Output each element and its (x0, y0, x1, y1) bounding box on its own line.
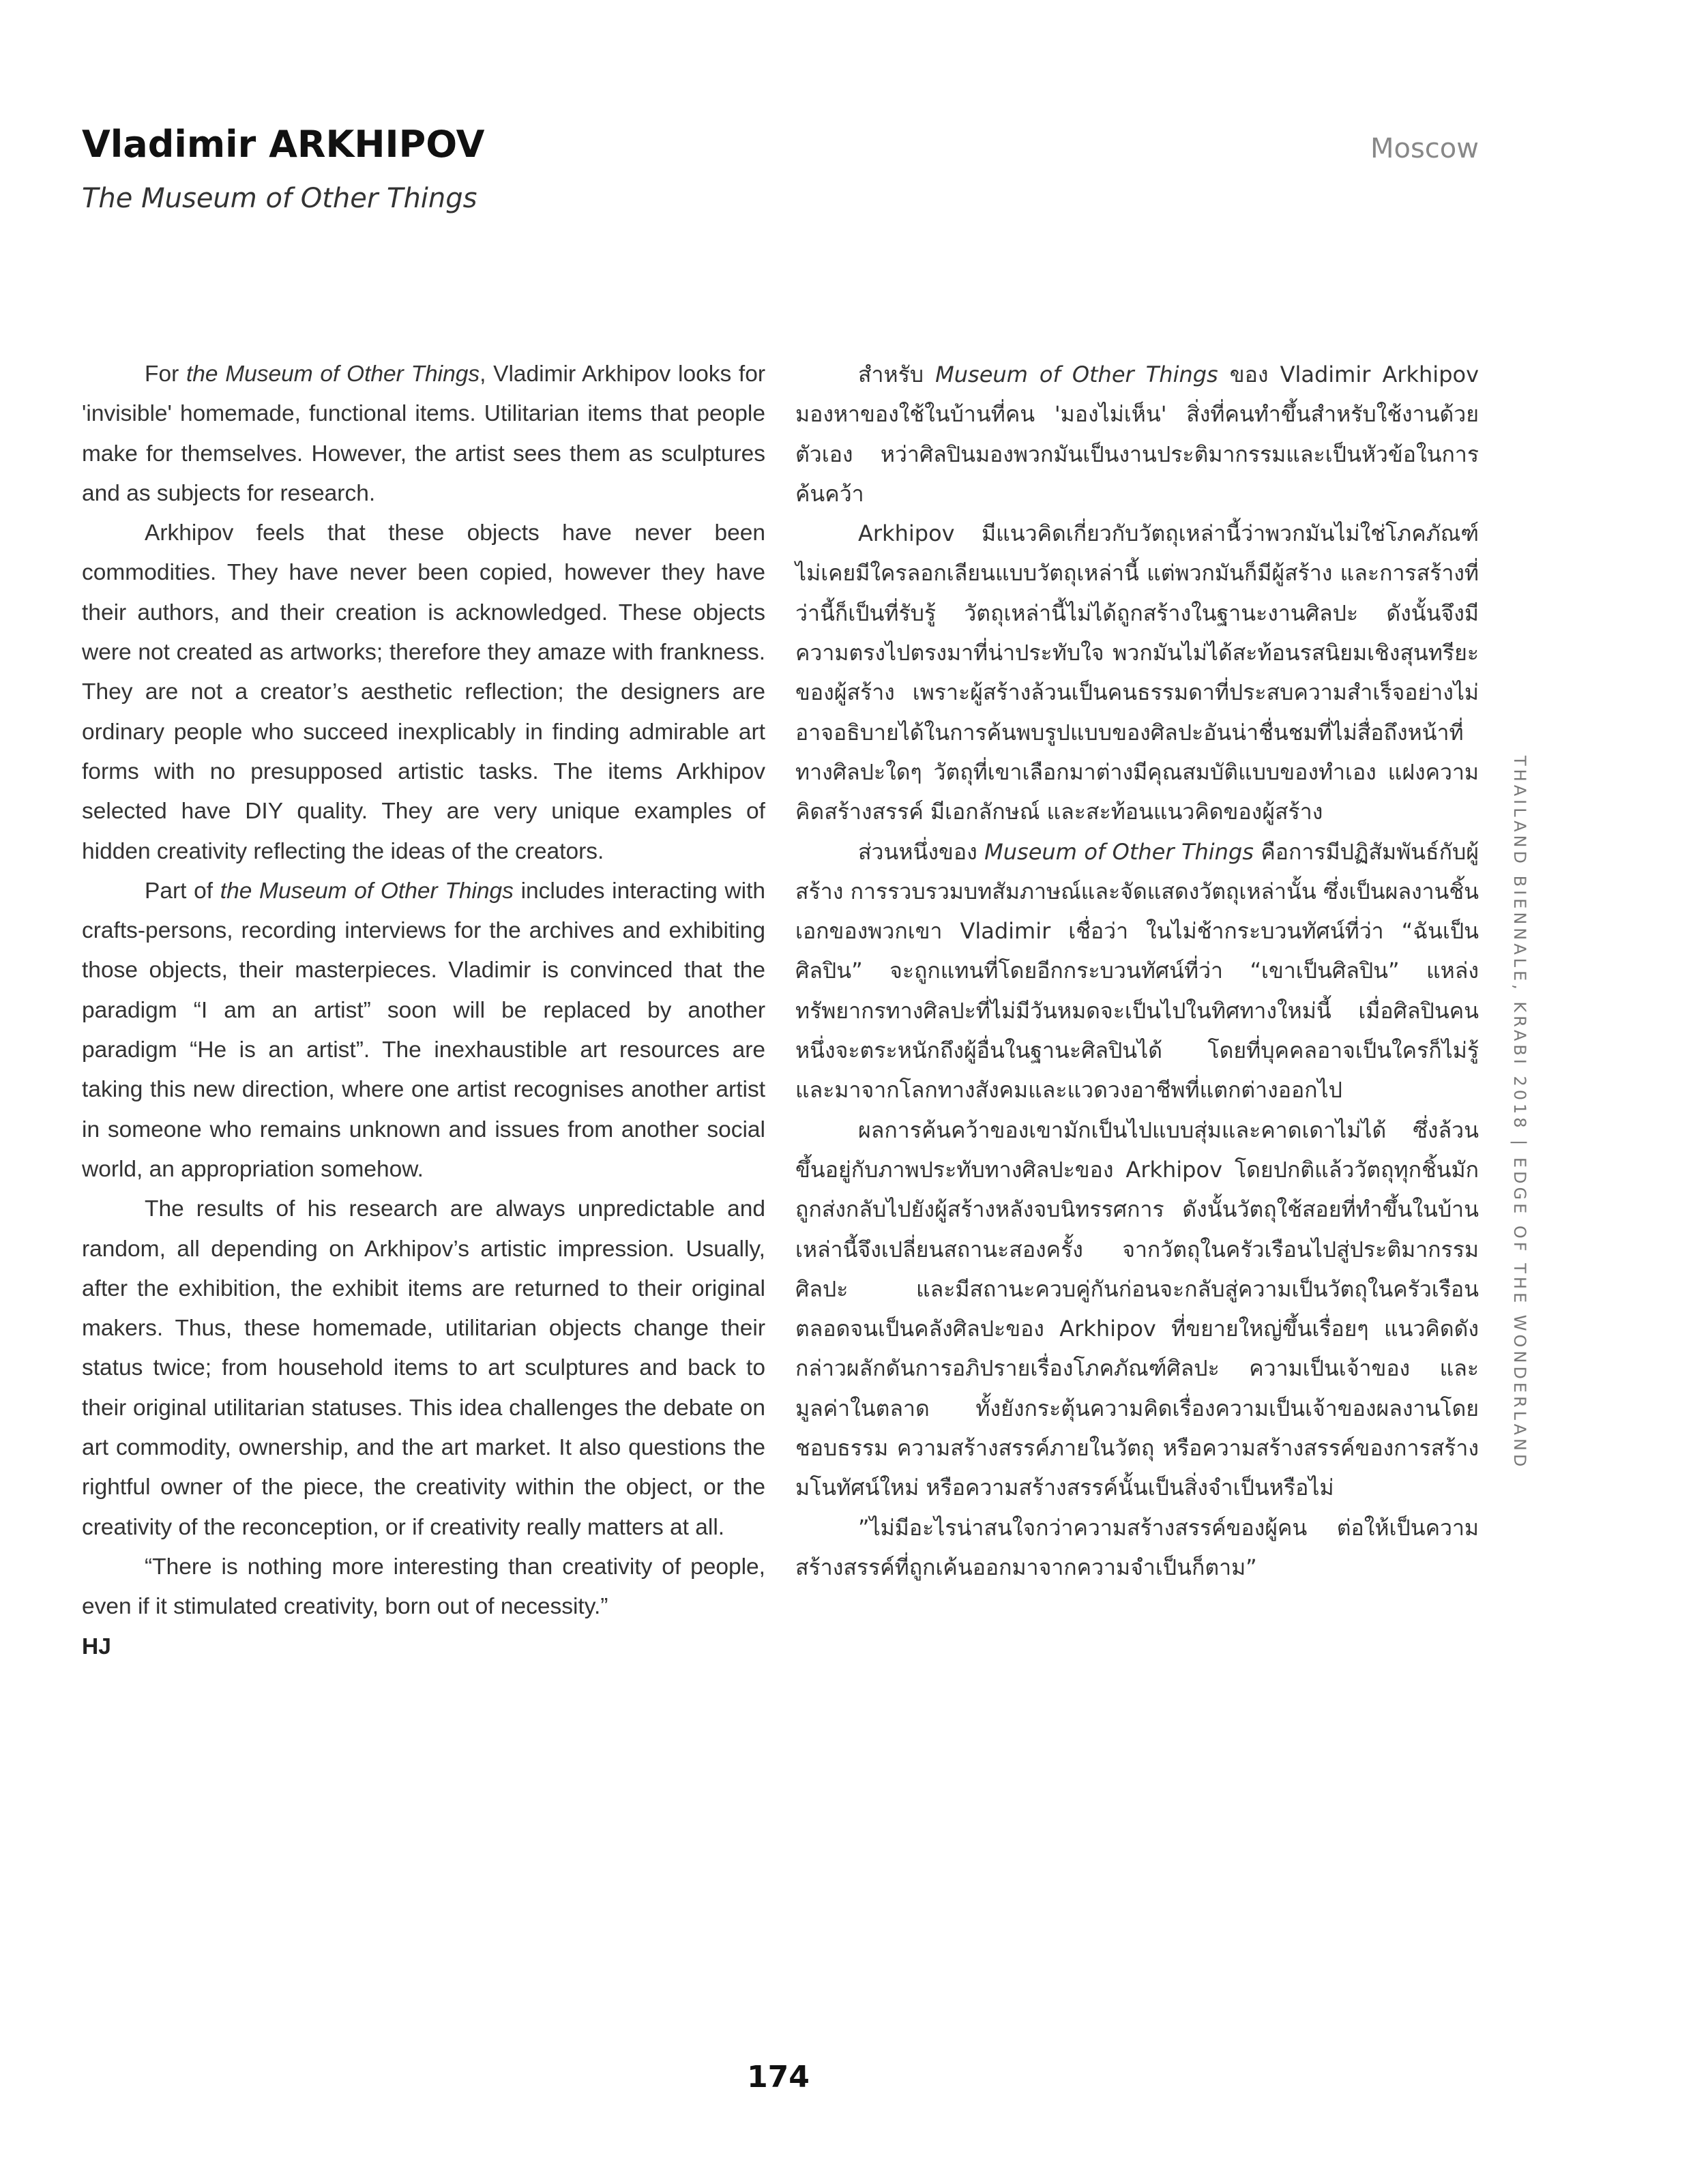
text-run: ของ Vladimir Arkhipov มองหาของใช้ในบ้านที่คน 'มองไม่เห็น' สิ่งที่คนทำขึ้นสำหรับใช้งานด้วยตัวเอง หว่าศิลปินมองพวกมันเป็นงานประติมากรรมและเป็นหัวข้อในการค้นคว้า (795, 361, 1479, 507)
text-run: ส่วนหนึ่งของ (858, 838, 985, 865)
thai-paragraph-3 (795, 832, 1479, 1110)
thai-paragraph-1 (795, 355, 1479, 514)
city-label: Moscow (1370, 133, 1479, 164)
page-number: 174 (747, 2060, 810, 2095)
italic-title: the Museum of Other Things (186, 361, 480, 387)
english-quote: “There is nothing more interesting than creativity of people, even if it stimulated creativity, born out of necessity.” (82, 1554, 765, 1620)
sidebar-running-title: THAILAND BIENNALE, KRABI 2018 | EDGE OF THE WONDERLAND (1510, 756, 1529, 1470)
english-paragraph-3 (82, 872, 765, 1189)
text-run: สำหรับ (858, 361, 936, 387)
thai-quote: ”ไม่มีอะไรน่าสนใจกว่าความสร้างสรรค์ของผู้คน ต่อให้เป็นความสร้างสรรค์ที่ถูกเค้นออกมาจากความจำเป็นก็ตาม” (795, 1514, 1479, 1580)
text-run: คือการมีปฏิสัมพันธ์กับผู้สร้าง การรวบรวมบทสัมภาษณ์และจัดแสดงวัตถุเหล่านั้น ซึ่งเป็นผลงานชิ้นเอกของพวกเขา Vladimir เชื่อว่า ในไม่ช้ากระบวนทัศน์ที่ว่า “ฉันเป็นศิลปิน” จะถูกแทนที่โดยอีกกระบวนทัศน์ที่ว่า “เขาเป็นศิลปิน” แหล่งทรัพยากรทางศิลปะที่ไม่มีวันหมดจะเป็นไปในทิศทางใหม่นี้ เมื่อศิลปินคนหนึ่งจะตระหนักถึงผู้อื่นในฐานะศิลปินได้ โดยที่บุคคลอาจเป็นใครก็ไม่รู้ และมาจากโลกทางสังคมและแวดวงอาชีพที่แตกต่างออกไป (795, 838, 1479, 1104)
english-column (82, 355, 765, 1667)
english-paragraph-2: Arkhipov feels that these objects have never been commodities. They have never been copied, however they have their authors, and their creation is acknowledged. These objects were not created as artworks; therefore they amaze with frankness. They are not a creator’s aesthetic reflection; the designers are ordinary people who succeed inexplicably in finding admirable art forms with no presupposed artistic tasks. The items Arkhipov selected have DIY quality. They are very unique examples of hidden creativity reflecting the ideas of the creators. (82, 520, 765, 864)
text-run: Part of (145, 878, 220, 904)
artist-name: Vladimir ARKHIPOV (82, 123, 485, 166)
work-title: The Museum of Other Things (82, 183, 477, 214)
thai-column (795, 355, 1479, 1587)
author-signature: HJ (82, 1633, 111, 1659)
text-run: includes interacting with crafts-persons, recording interviews for the archives and exhibiting those objects, their masterpieces. Vladimir is convinced that the paradigm “I am an artist” soon will be replaced by another paradigm “He is an artist”. The inexhaustible art resources are taking this new direction, where one artist recognises another artist in someone who remains unknown and issues from another social world, an appropriation somehow. (82, 878, 766, 1182)
english-paragraph-1 (82, 355, 765, 514)
english-paragraph-4: The results of his research are always unpredictable and random, all depending on Arkhipov’s artistic impression. Usually, after the exhibition, the exhibit items are returned to their original makers. Thus, these homemade, utilitarian objects change their status twice; from household items to art sculptures and back to their original utilitarian statuses. This idea challenges the debate on art commodity, ownership, and the art market. It also questions the rightful owner of the piece, the creativity within the object, or the creativity of the reconception, or if creativity really matters at all. (82, 1196, 765, 1540)
thai-paragraph-2: Arkhipov มีแนวคิดเกี่ยวกับวัตถุเหล่านี้ว่าพวกมันไม่ใช่โภคภัณฑ์ ไม่เคยมีใครลอกเลียนแบบวัตถุเหล่านี้ แต่พวกมันก็มีผู้สร้าง และการสร้างที่ว่านี้ก็เป็นที่รับรู้ วัตถุเหล่านี้ไม่ได้ถูกสร้างในฐานะงานศิลปะ ดังนั้นจึงมีความตรงไปตรงมาที่น่าประทับใจ พวกมันไม่ได้สะท้อนรสนิยมเชิงสุนทรียะของผู้สร้าง เพราะผู้สร้างล้วนเป็นคนธรรมดาที่ประสบความสำเร็จอย่างไม่อาจอธิบายได้ในการค้นพบรูปแบบของศิลปะอันน่าชื่นชมที่ไม่สื่อถึงหน้าที่ทางศิลปะใดๆ วัตถุที่เขาเลือกมาต่างมีคุณสมบัติแบบของทำเอง แฝงความคิดสร้างสรรค์ มีเอกลักษณ์ และสะท้อนแนวคิดของผู้สร้าง (795, 520, 1479, 825)
thai-paragraph-4: ผลการค้นคว้าของเขามักเป็นไปแบบสุ่มและคาดเดาไม่ได้ ซึ่งล้วนขึ้นอยู่กับภาพประทับทางศิลปะของ Arkhipov โดยปกติแล้ววัตถุทุกชิ้นมักถูกส่งกลับไปยังผู้สร้างหลังจบนิทรรศการ ดังนั้นวัตถุใช้สอยที่ทำขึ้นในบ้านเหล่านี้จึงเปลี่ยนสถานะสองครั้ง จากวัตถุในครัวเรือนไปสู่ประติมากรรมศิลปะ และมีสถานะควบคู่กันก่อนจะกลับสู่ความเป็นวัตถุในครัวเรือน ตลอดจนเป็นคลังศิลปะของ Arkhipov ที่ขยายใหญ่ขึ้นเรื่อยๆ แนวคิดดังกล่าวผลักดันการอภิปรายเรื่องโภคภัณฑ์ศิลปะ ความเป็นเจ้าของ และมูลค่าในตลาด ทั้งยังกระตุ้นความคิดเรื่องความเป็นเจ้าของผลงานโดยชอบธรรม ความสร้างสรรค์ภายในวัตถุ หรือความสร้างสรรค์ของการสร้างมโนทัศน์ใหม่ หรือความสร้างสรรค์นั้นเป็นสิ่งจำเป็นหรือไม่ (795, 1116, 1479, 1501)
text-run: , Vladimir Arkhipov looks for 'invisible' homemade, functional items. Utilitarian items that people make for themselves. However, the artist sees them as sculptures and as subjects for research. (82, 361, 766, 506)
italic-title: Museum of Other Things (984, 838, 1254, 865)
italic-title: the Museum of Other Things (220, 878, 514, 904)
text-run: For (145, 361, 186, 387)
italic-title: Museum of Other Things (935, 361, 1218, 387)
